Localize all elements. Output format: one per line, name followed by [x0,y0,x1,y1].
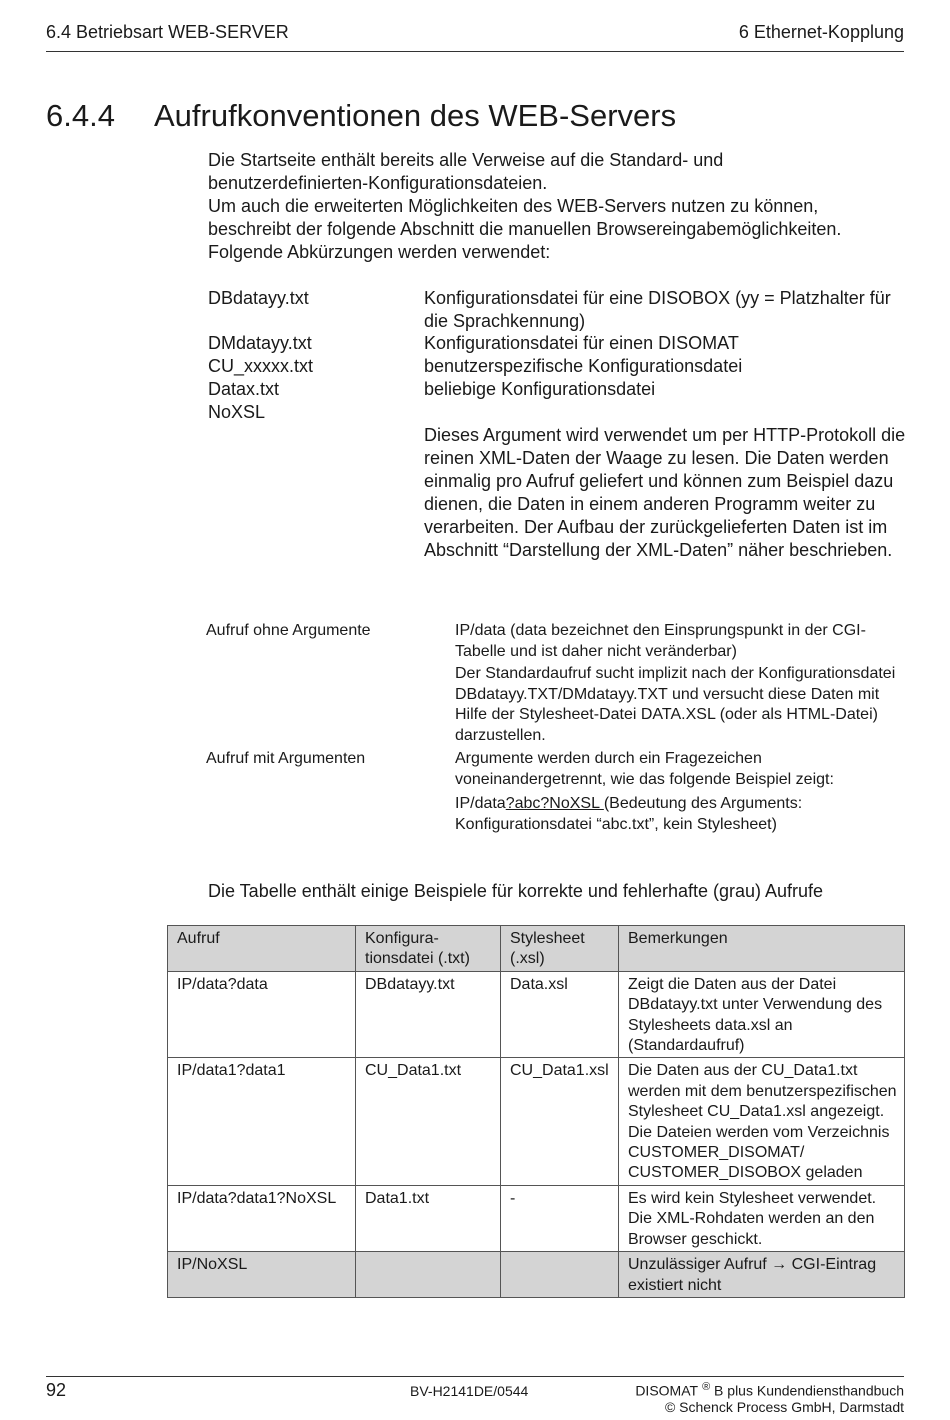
table-cell [501,1252,619,1298]
abbr-desc: benutzerspezifische Konfigurationsdatei [424,356,743,376]
product-name: DISOMAT [635,1382,699,1399]
abbr-desc: Dieses Argument wird verwendet um per HTTP-Protokoll die reinen XML-Daten der Waage zu lesen. Die Daten werden einmalig pro Aufruf geliefert und können zum Beispiel dazu dienen, die Daten in einem anderen Programm weiter zu verarbeiten. Der Aufbau der zurückgelieferten Daten ist im Abschnitt “Darstellung der XML-Daten” näher beschrieben. [424,425,906,560]
table-row [168,1058,905,1185]
table-cell: Data1.txt [356,1185,501,1251]
table-row [168,1185,905,1251]
call-example-args: ?abc?NoXSL [505,795,604,812]
column-header: Konfigura-tionsdatei (.txt) [356,926,501,972]
footer-product [635,1381,904,1399]
abbr-term: DBdatayy.txt [208,288,309,308]
column-header: Stylesheet (.xsl) [501,926,619,972]
call-with-args-label: Aufruf mit Argumenten [206,750,366,767]
abbr-desc: Konfigurationsdatei für eine DISOBOX (yy = Platzhalter für die Sprachkennung) [424,288,891,331]
intro-paragraph [208,149,908,264]
intro-line: benutzerdefinierten-Konfigurationsdateien. [208,173,548,193]
table-cell: CU_Data1.txt [356,1058,501,1185]
table-cell: DBdatayy.txt [356,971,501,1058]
abbr-term: CU_xxxxx.txt [208,356,314,376]
registered-mark: ® [702,1381,711,1393]
table-cell: Zeigt die Daten aus der Datei DBdatayy.txt unter Verwendung des Stylesheets data.xsl an (Standardaufruf) [619,971,905,1058]
call-without-args-desc: IP/data (data bezeichnet den Einsprungspunkt in der CGI-Tabelle und ist daher nicht veränderbar) [455,622,866,660]
abbr-desc: Konfigurationsdatei für einen DISOMAT [424,333,739,353]
call-default-desc: Der Standardaufruf sucht implizit nach der Konfigurationsdatei DBdatayy.TXT/DMdatayy.TXT und versucht diese Daten mit Hilfe der Stylesheet-Datei DATA.XSL (oder als HTML-Datei) darzustellen. [455,665,896,744]
table-row [168,971,905,1058]
document-id: BV-H2141DE/0544 [410,1383,529,1399]
section-title: Aufrufkonventionen des WEB-Servers [154,98,677,133]
abbr-term: Datax.txt [208,379,280,399]
table-cell: - [501,1185,619,1251]
table-intro: Die Tabelle enthält einige Beispiele für korrekte und fehlerhafte (grau) Aufrufe [208,881,824,901]
intro-line: Folgende Abkürzungen werden verwendet: [208,242,551,262]
table-cell: Die Daten aus der CU_Data1.txt werden mit dem benutzerspezifischen Stylesheet CU_Data1.xsl angezeigt. Die Dateien werden vom Verzeichnis CUSTOMER_DISOMAT/ CUSTOMER_DISOBOX geladen [619,1058,905,1185]
table-cell: IP/data?data1?NoXSL [168,1185,356,1251]
table-cell [356,1252,501,1298]
intro-line: beschreibt der folgende Abschnitt die manuellen Browsereingabemöglichkeiten. [208,219,842,239]
table-header-row [168,926,905,972]
page-number: 92 [46,1380,67,1400]
product-rest: B plus Kundendiensthandbuch [710,1382,904,1399]
table-cell: Es wird kein Stylesheet verwendet. Die XML-Rohdaten werden an den Browser geschickt. [619,1185,905,1251]
header-rule [46,51,904,52]
table-cell: Data.xsl [501,971,619,1058]
abbr-desc: beliebige Konfigurationsdatei [424,379,656,399]
running-header-left: 6.4 Betriebsart WEB-SERVER [46,22,289,42]
call-example-base: IP/data [455,795,506,812]
footer-copyright: © Schenck Process GmbH, Darmstadt [664,1399,904,1415]
call-with-args-desc: Argumente werden durch ein Fragezeichen voneinandergetrennt, wie das folgende Beispiel zeigt: [455,750,834,788]
call-without-args-label: Aufruf ohne Argumente [206,622,371,639]
abbr-term: NoXSL [208,402,266,422]
call-example-note: (Bedeutung des Arguments: Konfigurationsdatei “abc.txt”, kein Stylesheet) [455,795,803,833]
footer-rule [46,1376,904,1377]
abbr-term: DMdatayy.txt [208,333,312,353]
section-number: 6.4.4 [46,98,115,133]
table-cell: IP/data1?data1 [168,1058,356,1185]
intro-line: Die Startseite enthält bereits alle Verweise auf die Standard- und [208,150,724,170]
table-cell: Unzulässiger Aufruf → CGI-Eintrag existiert nicht [619,1252,905,1298]
examples-table [167,925,905,1298]
call-example [455,794,915,835]
table-row-invalid [168,1252,905,1298]
table-cell: CU_Data1.xsl [501,1058,619,1185]
column-header: Aufruf [168,926,356,972]
table-cell: IP/data?data [168,971,356,1058]
intro-line: Um auch die erweiterten Möglichkeiten des WEB-Servers nutzen zu können, [208,196,819,216]
column-header: Bemerkungen [619,926,905,972]
table-cell: IP/NoXSL [168,1252,356,1298]
running-header-right: 6 Ethernet-Kopplung [738,22,904,42]
